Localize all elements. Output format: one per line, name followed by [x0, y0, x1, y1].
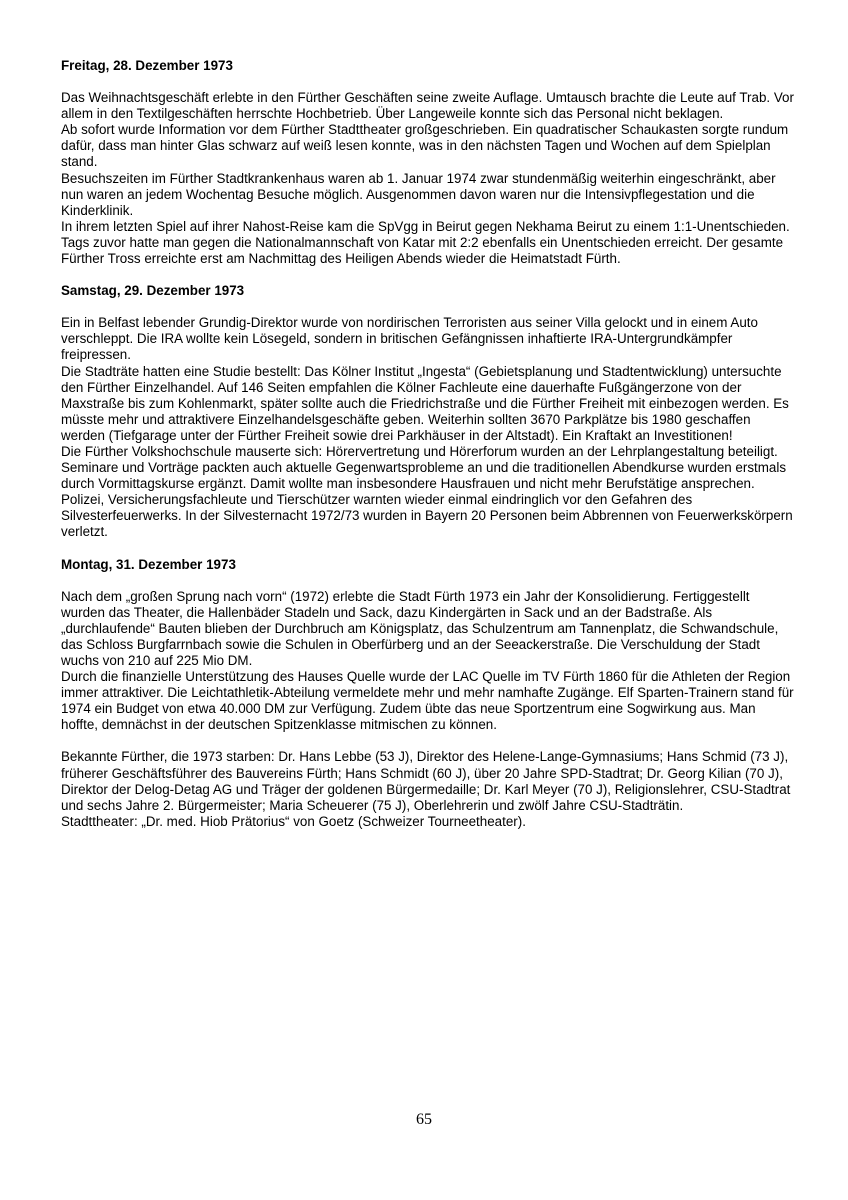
paragraph: Besuchszeiten im Fürther Stadtkrankenhaus waren ab 1. Januar 1974 zwar stundenmäßig weiterhin eingeschränkt, aber nun waren an jedem Wochentag Besuche möglich. Ausgenommen davon waren nur die Intensivpflegestation und die Kinderklinik.	[61, 170, 776, 218]
day-section-friday	[61, 58, 796, 267]
paragraph: Die Fürther Volkshochschule mauserte sich: Hörervertretung und Hörerforum wurden an der Lehrplangestaltung beteiligt. Seminare und Vorträge packten auch aktuelle Gegenwartsprobleme an und die traditionellen Abendkurse wurden erstmals durch Vormittagskurse ergänzt. Damit wollte man insbesondere Hausfrauen und nicht mehr Berufstätige ansprechen.	[61, 443, 787, 492]
paragraph: Die Stadträte hatten eine Studie bestellt: Das Kölner Institut „Ingesta“ (Gebietsplanung und Stadtentwicklung) untersuchte den Fürther Einzelhandel. Auf 146 Seiten empfahlen die Kölner Fachleute eine dauerhafte Fußgängerzone von der Maxstraße bis zum Kohlenmarkt, später sollte auch die Friedrichstraße und die Fürther Freiheit mit einbezogen werden. Es müsste mehr und attraktivere Einzelhandelsgeschäfte geben. Weiterhin sollten 3670 Parkplätze bis 1980 geschaffen werden (Tiefgarage unter der Fürther Freiheit sowie drei Parkhäuser in der Altstadt). Ein Kraftakt an Investitionen!	[61, 363, 789, 443]
paragraph: Das Weihnachtsgeschäft erlebte in den Fürther Geschäften seine zweite Auflage. Umtausch brachte die Leute auf Trab. Vor allem in den Textilgeschäften herrschte Hochbetrieb. Über Langeweile konnte sich das Personal nicht beklagen.	[61, 90, 794, 122]
paragraph: Nach dem „großen Sprung nach vorn“ (1972) erlebte die Stadt Fürth 1973 ein Jahr der Konsolidierung. Fertiggestellt wurden das Theater, die Hallenbäder Stadeln und Sack, dazu Kindergärten in Sack und an der Badstraße. Als „durchlaufende“ Bauten blieben der Durchbruch am Königsplatz, das Schulzentrum am Tannenplatz, die Schwandschule, das Schloss Burgfarrnbach sowie die Schulen in Oberfürberg und an der Seeackerstraße. Die Verschuldung der Stadt wuchs von 210 auf 225 Mio DM.	[61, 588, 779, 668]
paragraph: In ihrem letzten Spiel auf ihrer Nahost-Reise kam die SpVgg in Beirut gegen Nekhama Beirut zu einem 1:1-Unentschieden. Tags zuvor hatte man gegen die Nationalmannschaft von Katar mit 2:2 ebenfalls ein Unentschieden erreicht. Der gesamte Fürther Tross erreichte erst am Nachmittag des Heiligen Abends wieder die Heimatstadt Fürth.	[61, 218, 790, 267]
page-number: 65	[416, 1111, 432, 1128]
paragraph: Polizei, Versicherungsfachleute und Tierschützer warnten wieder einmal eindringlich vor den Gefahren des Silvesterfeuerwerks. In der Silvesternacht 1972/73 wurden in Bayern 20 Personen beim Abbrennen von Feuerwerkskörpern verletzt.	[61, 492, 793, 540]
day-heading: Freitag, 28. Dezember 1973	[61, 58, 233, 73]
paragraph-gap	[61, 733, 796, 749]
paragraph: Ein in Belfast lebender Grundig-Direktor wurde von nordirischen Terroristen aus seiner Villa gelockt und in einem Auto verschleppt. Die IRA wollte kein Lösegeld, sondern in britischen Gefängnissen inhaftierte IRA-Untergrundkämpfer freipressen.	[61, 315, 758, 363]
day-section-monday	[61, 557, 796, 830]
document-body	[61, 58, 796, 846]
day-section-saturday	[61, 283, 796, 540]
day-heading: Samstag, 29. Dezember 1973	[61, 283, 245, 299]
paragraph: Ab sofort wurde Information vor dem Fürther Stadttheater großgeschrieben. Ein quadratischer Schaukasten sorgte rundum dafür, dass man hinter Glas schwarz auf weiß lesen konnte, was in den nächsten Tagen und Wochen auf dem Spielplan stand.	[61, 122, 789, 170]
paragraph: Durch die finanzielle Unterstützung des Hauses Quelle wurde der LAC Quelle im TV Fürth 1860 für die Athleten der Region immer attraktiver. Die Leichtathletik-Abteilung vermeldete mehr und mehr namhafte Zugänge. Elf Sparten-Trainern stand für 1974 ein Budget von etwa 40.000 DM zur Verfügung. Zudem übte das neue Sportzentrum eine Sogwirkung aus. Man hoffte, demnächst in der deutschen Spitzenklasse mitmischen zu können.	[61, 669, 794, 733]
paragraph: Bekannte Fürther, die 1973 starben: Dr. Hans Lebbe (53 J), Direktor des Helene-Lange-Gymnasiums; Hans Schmid (73 J), früherer Geschäftsführer des Bauvereins Fürth; Hans Schmidt (60 J), über 20 Jahre SPD-Stadtrat; Dr. Georg Kilian (70 J), Direktor der Delog-Detag AG und Träger der goldenen Bürgermedaille; Dr. Karl Meyer (70 J), Religionslehrer, CSU-Stadtrat und sechs Jahre 2. Bürgermeister; Maria Scheuerer (75 J), Oberlehrerin und zwölf Jahre CSU-Stadträtin.	[61, 749, 791, 813]
paragraph: Stadttheater: „Dr. med. Hiob Prätorius“ von Goetz (Schweizer Tourneetheater).	[61, 813, 526, 829]
day-heading: Montag, 31. Dezember 1973	[61, 556, 236, 572]
